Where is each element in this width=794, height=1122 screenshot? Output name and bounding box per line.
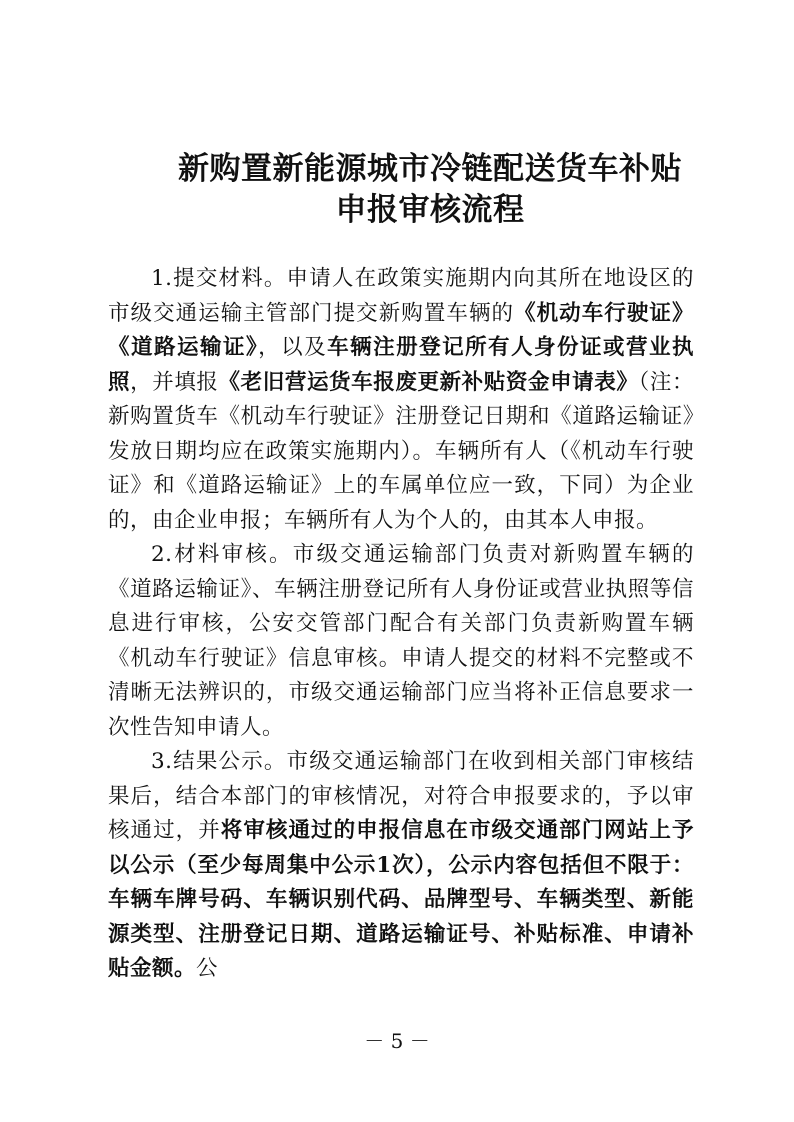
page-number: － 5 － — [364, 1029, 430, 1053]
bold-text: 将审核通过的申报信息在市级交通部门网站上予以公示（至少每周集中公示1次），公示内容包括但不限于：车辆车牌号码、车辆识别代码、品牌型号、车辆类型、新能源类型、注册登记日期、道路运输证号、补贴标准、申请补贴金额。 — [108, 818, 694, 981]
paragraph-text: 3.结果公示。市级交通运输部门在收到相关部门审核结果后，结合本部门的审核情况，对符合申报要求的，予以审核通过，并 — [108, 749, 694, 843]
paragraph-text: （注：新购置货车《机动车行驶证》注册登记日期和《道路运输证》发放日期均应在政策实施期内）。车辆所有人（《机动车行驶证》和《道路运输证》上的车属单位应一致，下同）为企业的，由企业申报；车辆所有人为个人的，由其本人申报。 — [108, 369, 694, 533]
bold-text: 《老旧营运货车报废更新补贴资金申请表》 — [218, 369, 639, 395]
document-body — [108, 262, 694, 987]
document-title-line-1: 新购置新能源城市冷链配送货车补贴 — [178, 151, 682, 187]
paragraph-text: ，并填报 — [130, 369, 219, 395]
bold-text: 车辆注册登记所有人身份证或营业执照 — [108, 335, 694, 395]
bold-text: 《机动车行驶证》《道路运输证》 — [108, 300, 694, 360]
paragraph-text: ，以及 — [258, 335, 328, 360]
paragraph-submit-materials — [108, 262, 694, 538]
document-title-line-2: 申报审核流程 — [335, 192, 525, 228]
paragraph-text: 公 — [196, 956, 219, 981]
paragraph-material-review: 2.材料审核。市级交通运输部门负责对新购置车辆的《道路运输证》、车辆注册登记所有人身份证或营业执照等信息进行审核，公安交管部门配合有关部门负责新购置车辆《机动车行驶证》信息审核。申请人提交的材料不完整或不清晰无法辨识的，市级交通运输部门应当将补正信息要求一次性告知申请人。 — [108, 542, 694, 740]
paragraph-result-publicity — [108, 745, 694, 987]
paragraph-text: 1.提交材料。申请人在政策实施期内向其所在地设区的市级交通运输主管部门提交新购置车辆的 — [108, 266, 694, 326]
